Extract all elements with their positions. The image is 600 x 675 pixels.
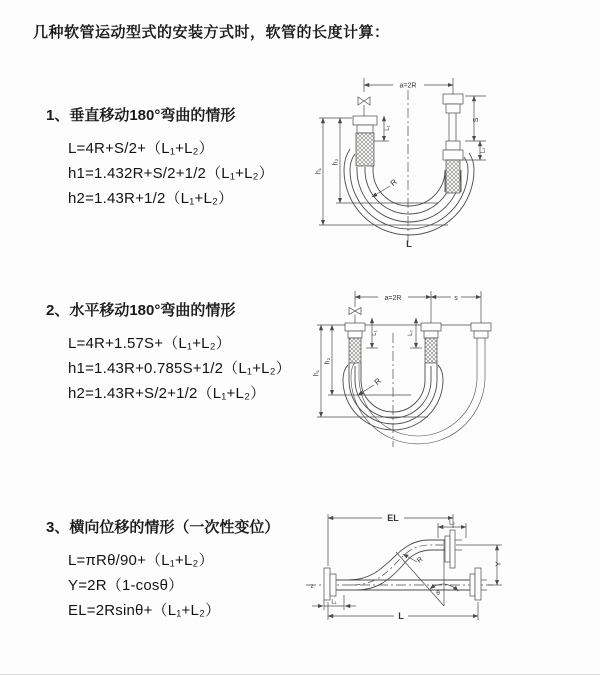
section-heading: 1、垂直移动180°弯曲的情形 xyxy=(46,107,236,124)
flange-middle xyxy=(421,323,441,363)
formula-h1: h1=1.43R+0.785S+1/2（L₁+L₂） xyxy=(68,360,291,377)
radius-pointer xyxy=(372,186,390,197)
formula-h1: h1=1.432R+S/2+1/2（L₁+L₂） xyxy=(68,165,274,182)
formula-h2: h2=1.43R+1/2（L₁+L₂） xyxy=(68,190,234,207)
hose-s-curve xyxy=(348,540,450,590)
page-title: 几种软管运动型式的安装方式时，软管的长度计算： xyxy=(33,24,390,41)
braid-section xyxy=(349,338,361,363)
label-span: a=2R xyxy=(384,294,402,302)
flange-right-moved xyxy=(471,323,491,343)
section-lateral-offset xyxy=(46,516,279,623)
label-radius: R xyxy=(416,556,425,565)
formula-el: EL=2Rsinθ+（L₁+L₂） xyxy=(68,602,221,619)
dim-h1 xyxy=(319,118,448,225)
flange-upper xyxy=(445,530,462,568)
label-length: L xyxy=(406,239,412,250)
flange-right-lower xyxy=(443,141,463,193)
section-horizontal-bend xyxy=(46,299,291,406)
radius-pointer xyxy=(403,554,417,562)
diagram-vertical-180-bend xyxy=(310,70,590,265)
flange-left xyxy=(353,116,377,166)
label-l2: L₂ xyxy=(480,147,487,154)
label-radius: R xyxy=(388,177,399,188)
formula-y: Y=2R（1-cosθ） xyxy=(68,577,184,594)
label-length: L xyxy=(398,611,404,621)
label-el: EL xyxy=(387,513,399,523)
braid-section xyxy=(446,160,460,193)
dim-h2 xyxy=(328,325,411,395)
valve-icon xyxy=(358,97,370,105)
label-h1: h₁ xyxy=(315,167,323,175)
formula-length: L=4R+S/2+（L₁+L₂） xyxy=(68,140,214,157)
dim-h1 xyxy=(317,325,428,417)
section-heading: 3、横向位移的情形（一次性变位） xyxy=(46,519,280,536)
label-l1: L₁ xyxy=(385,125,391,131)
label-radius: R xyxy=(372,376,383,387)
label-s: S xyxy=(473,117,480,123)
label-l2: L₂ xyxy=(408,330,414,336)
section-vertical-bend xyxy=(46,104,274,211)
section-heading: 2、水平移动180°弯曲的情形 xyxy=(46,302,236,319)
formula-length: L=4R+1.57S+（L₁+L₂） xyxy=(68,335,231,352)
diagram-lateral-offset xyxy=(298,500,600,650)
braid-section xyxy=(425,338,437,363)
flange-left xyxy=(324,568,336,600)
formula-h2: h2=1.43R+S/2+1/2（L₁+L₂） xyxy=(68,385,266,402)
label-s: s xyxy=(454,294,458,302)
label-h2: h₂ xyxy=(332,158,340,166)
label-y: Y xyxy=(493,561,503,567)
braid-section xyxy=(356,133,374,166)
flange-right xyxy=(470,568,487,600)
label-h2: h₂ xyxy=(324,357,332,365)
dim-span xyxy=(355,291,481,323)
label-l2: L₂ xyxy=(449,520,455,527)
label-l1: L₁ xyxy=(372,330,378,336)
label-h1: h₁ xyxy=(313,369,321,377)
hose-u-bend-moved xyxy=(351,343,485,444)
valve-icon xyxy=(349,308,361,315)
label-centerline-mark: z xyxy=(310,584,314,590)
diagram-horizontal-180-bend xyxy=(308,285,600,460)
label-theta: θ xyxy=(436,590,440,597)
formula-length: L=πRθ/90+（L₁+L₂） xyxy=(68,552,214,569)
label-span: a=2R xyxy=(399,82,417,90)
label-l1: L₁ xyxy=(331,599,337,606)
flange-left xyxy=(345,323,365,363)
flange-right-upper xyxy=(443,94,463,141)
